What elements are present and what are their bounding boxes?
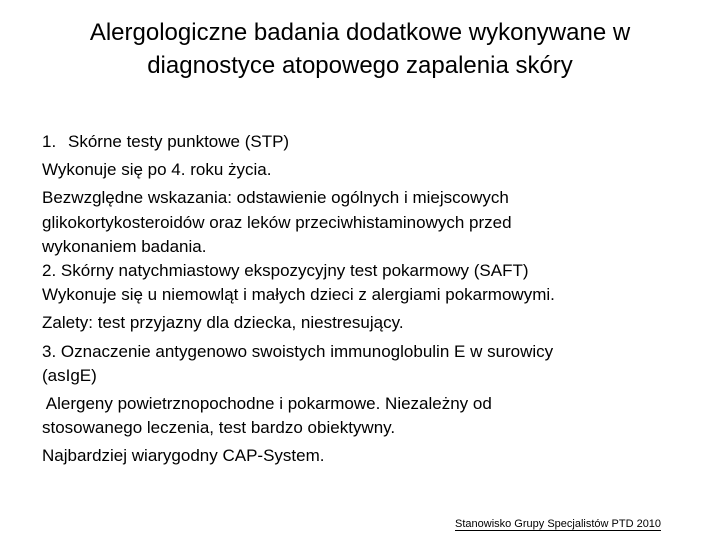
body-line-3: Bezwzględne wskazania: odstawienie ogólnych i miejscowych	[42, 188, 509, 208]
list-item-1-text: Skórne testy punktowe (STP)	[68, 132, 290, 151]
body-line-5: wykonaniem badania.	[42, 236, 207, 256]
slide-body	[42, 130, 702, 469]
body-line-6: 2. Skórny natychmiastowy ekspozycyjny test pokarmowy (SAFT)	[42, 261, 529, 281]
title-line-1: Alergologiczne badania dodatkowe wykonywane w	[89, 19, 631, 46]
body-line-4: glikokortykosteroidów oraz leków przeciwhistaminowych przed	[42, 212, 512, 232]
body-line-7: Wykonuje się u niemowląt i małych dzieci z alergiami pokarmowymi.	[42, 285, 555, 305]
source-note	[455, 517, 661, 531]
list-item-1	[42, 130, 702, 154]
body-line-10: (asIgE)	[42, 365, 97, 385]
source-note-text: Stanowisko Grupy Specjalistów PTD 2010	[455, 518, 662, 530]
body-line-9: 3. Oznaczenie antygenowo swoistych immunoglobulin E w surowicy	[42, 341, 554, 361]
slide-title	[30, 16, 690, 82]
body-line-2: Wykonuje się po 4. roku życia.	[42, 160, 272, 180]
body-line-11: Alergeny powietrznopochodne i pokarmowe. Niezależny od	[42, 394, 492, 414]
list-item-1-number: 1.	[42, 132, 57, 151]
body-line-13: Najbardziej wiarygodny CAP-System.	[42, 446, 325, 466]
body-line-12: stosowanego leczenia, test bardzo obiektywny.	[42, 418, 396, 438]
title-line-2: diagnostyce atopowego zapalenia skóry	[147, 52, 573, 79]
body-line-8: Zalety: test przyjazny dla dziecka, niestresujący.	[42, 313, 404, 333]
